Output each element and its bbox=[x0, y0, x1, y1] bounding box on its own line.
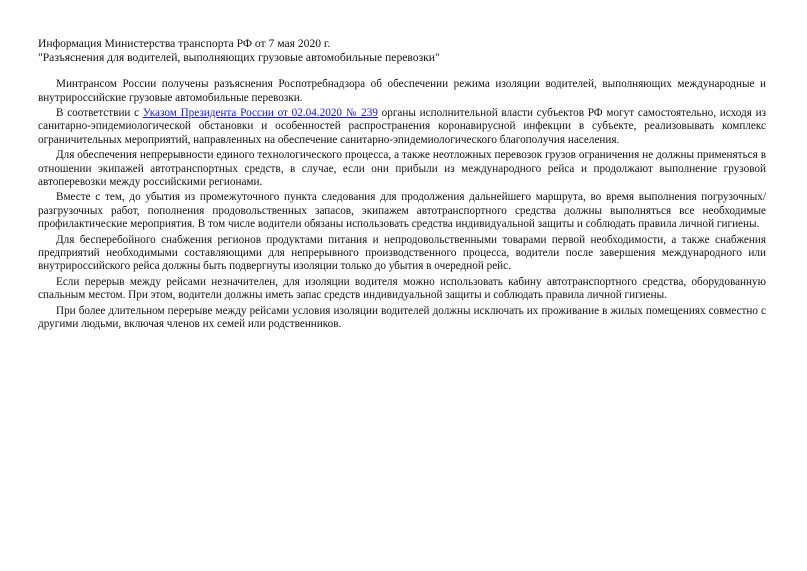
decree-link[interactable]: Указом Президента России от 02.04.2020 № 239 bbox=[142, 107, 378, 119]
document-header bbox=[38, 37, 766, 64]
paragraph-5: Для бесперебойного снабжения регионов продуктами питания и непродовольственными товарами первой необходимости, а также снабжения предприятий необходимыми составляющими для непрерывного производственного процесса, водители после завершения международного или внутрироссийского рейса должны быть подвергнуты изоляции только до убытия в очередной рейс. bbox=[38, 233, 766, 273]
paragraph-2-lead: В соответствии с bbox=[56, 107, 143, 119]
paragraph-6: Если перерыв между рейсами незначителен, для изоляции водителя можно использовать кабину автотранспортного средства, оборудованную спальным местом. При этом, водители должны иметь запас средств индивидуальной защиты и соблюдать правила личной гигиены. bbox=[38, 275, 766, 302]
document-page bbox=[38, 37, 766, 334]
paragraph-1: Минтрансом России получены разъяснения Роспотребнадзора об обеспечении режима изоляции водителей, выполняющих международные и внутрироссийские грузовые автомобильные перевозки. bbox=[38, 78, 766, 104]
paragraph-7: При более длительном перерыве между рейсами условия изоляции водителей должны исключать их проживание в жилых помещениях совместно с другими людьми, включая членов их семей или родственников. bbox=[38, 304, 766, 331]
paragraph-3: Для обеспечения непрерывности единого технологического процесса, а также неотложных перевозок грузов ограничения не должны применяться в отношении экипажей автотранспортных средств, в случае, если они прибыли из международного рейса и продолжают выполнение грузовой автоперевозки между российскими регионами. bbox=[38, 149, 766, 189]
document-title: Информация Министерства транспорта РФ от 7 мая 2020 г. bbox=[38, 37, 331, 50]
paragraph-2-rest: органы исполнительной власти субъектов РФ могут самостоятельно, исходя из санитарно-эпидемиологической обстановки и особенностей распространения коронавирусной инфекции в субъекте, реализовывать комплекс ограничительных мероприятий, направленных на обеспечение санитарно-эпидемиологического благополучия населения. bbox=[38, 107, 766, 146]
paragraph-2 bbox=[38, 107, 766, 147]
paragraph-4: Вместе с тем, до убытия из промежуточного пункта следования для продолжения дальнейшего маршрута, во время выполнения погрузочных/разгрузочных работ, пополнения продовольственных запасов, экипажем автотранспортного средства должны выполняться все необходимые профилактические мероприятия. В том числе водители обязаны использовать средства индивидуальной защиты и соблюдать правила личной гигиены. bbox=[38, 191, 766, 231]
document-subtitle: "Разъяснения для водителей, выполняющих грузовые автомобильные перевозки" bbox=[38, 50, 440, 64]
